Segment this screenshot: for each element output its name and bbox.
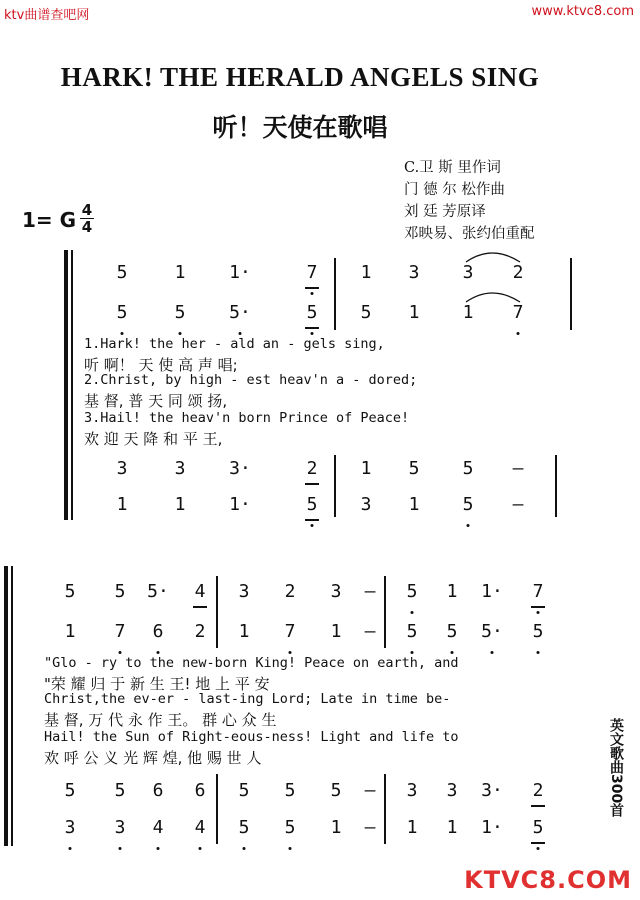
- sys1-alto-octave-dot: [121, 332, 124, 335]
- sys2-soprano-note: 5: [64, 581, 76, 602]
- sys1-bass-note: 5: [462, 494, 474, 515]
- system-1-brace: [64, 250, 68, 520]
- sys2-soprano-note: 3: [330, 581, 342, 602]
- sys2-bass-octave-dot: [157, 847, 160, 850]
- sys2-alto-note: 1: [238, 621, 250, 642]
- sys2-bass-note: 5: [284, 817, 296, 838]
- sys1-soprano-note: 2: [512, 262, 524, 283]
- sys2-bass-note: 3: [114, 817, 126, 838]
- sys1-bass-note: 1: [116, 494, 128, 515]
- sys1-soprano-underline: [305, 287, 319, 289]
- sys2-bass-octave-dot: [289, 847, 292, 850]
- sys2-tenor-note: –: [364, 780, 376, 801]
- sys1-alto-underline: [305, 327, 319, 329]
- sys1-alto-note: 5: [306, 302, 318, 323]
- sys2-soprano-octave-dot: [411, 611, 414, 614]
- sys2-alto-note: 5: [406, 621, 418, 642]
- sys1-alto-note: 7: [512, 302, 524, 323]
- sys2-alto-octave-dot: [119, 651, 122, 654]
- sys2-tenor-note: 5: [114, 780, 126, 801]
- sys2-bass-octave-dot: [69, 847, 72, 850]
- watermark-bottom-right: KTVC8.COM: [464, 866, 632, 894]
- sys1-bass-octave-dot: [311, 524, 314, 527]
- sys1-alto-octave-dot: [517, 332, 520, 335]
- sys2-alto-note: 5·: [481, 621, 503, 642]
- sys1-alto-note: 1: [408, 302, 420, 323]
- sys1-bass-note: 1: [174, 494, 186, 515]
- watermark-top-left: ktv曲谱查吧网: [4, 8, 90, 23]
- sys1-tenor-note: 1: [360, 458, 372, 479]
- sys1-tenor-note: 3: [174, 458, 186, 479]
- sys1-bass-note: 1·: [229, 494, 251, 515]
- lyric-english-line: Christ,the ev-er - last-ing Lord; Late in time be-: [44, 691, 451, 707]
- barline-lower: [216, 774, 218, 844]
- sys1-soprano-note: 3: [408, 262, 420, 283]
- sys1-bass-note: 1: [408, 494, 420, 515]
- sys1-alto-octave-dot: [311, 332, 314, 335]
- sys1-soprano-note: 1·: [229, 262, 251, 283]
- sys2-tenor-note: 5: [238, 780, 250, 801]
- sys2-soprano-underline: [193, 606, 207, 608]
- sys1-soprano-octave-dot: [311, 292, 314, 295]
- lyric-chinese-line: 基 督, 普 天 同 颂 扬,: [84, 392, 228, 410]
- sys2-bass-note: 5: [532, 817, 544, 838]
- sys1-tenor-note: 5: [408, 458, 420, 479]
- credit-composer: 门 德 尔 松作曲: [404, 182, 505, 198]
- sys2-bass-octave-dot: [243, 847, 246, 850]
- sys1-soprano-note: 1: [174, 262, 186, 283]
- sys1-tenor-note: –: [512, 458, 524, 479]
- sys2-alto-note: 7: [114, 621, 126, 642]
- sys2-alto-octave-dot: [157, 651, 160, 654]
- credit-lyricist: C.卫 斯 里作词: [404, 160, 501, 176]
- lyric-english-line: 3.Hail! the heav'n born Prince of Peace!: [84, 410, 410, 426]
- lyric-chinese-line: 欢 迎 天 降 和 平 王,: [84, 430, 223, 448]
- sys2-bass-note: 4: [152, 817, 164, 838]
- sys2-alto-note: 1: [330, 621, 342, 642]
- sys2-tenor-note: 6: [152, 780, 164, 801]
- lyric-chinese-line: 基 督, 万 代 永 作 王。 群 心 众 生: [44, 711, 277, 729]
- sys1-soprano-note: 7: [306, 262, 318, 283]
- time-signature-top: 4: [81, 201, 93, 219]
- sys2-alto-octave-dot: [537, 651, 540, 654]
- sys2-alto-octave-dot: [289, 651, 292, 654]
- sys1-bass-octave-dot: [467, 524, 470, 527]
- sys2-bass-note: 5: [238, 817, 250, 838]
- lyric-english-line: "Glo - ry to the new-born King! Peace on earth, and: [44, 655, 459, 671]
- sys1-soprano-note: 5: [116, 262, 128, 283]
- sys2-bass-underline: [531, 842, 545, 844]
- sys2-bass-note: –: [364, 817, 376, 838]
- sys2-soprano-note: 4: [194, 581, 206, 602]
- sys1-bass-note: 3: [360, 494, 372, 515]
- sys1-tenor-underline: [305, 483, 319, 485]
- lyric-chinese-line: 听 啊！ 天 使 高 声 唱;: [84, 356, 238, 374]
- slur: [466, 293, 520, 302]
- sys1-soprano-note: 1: [360, 262, 372, 283]
- sys1-alto-octave-dot: [179, 332, 182, 335]
- time-signature-bottom: 4: [81, 218, 93, 236]
- sys2-soprano-underline: [531, 606, 545, 608]
- sys2-tenor-underline: [531, 805, 545, 807]
- sys1-alto-note: 5: [116, 302, 128, 323]
- sys1-alto-note: 5·: [229, 302, 251, 323]
- sys2-bass-note: 1: [330, 817, 342, 838]
- sys2-alto-note: 2: [194, 621, 206, 642]
- barline-upper: [384, 576, 386, 648]
- sys2-alto-note: 7: [284, 621, 296, 642]
- system-2-brace: [4, 566, 8, 846]
- sys1-alto-note: 1: [462, 302, 474, 323]
- sys1-alto-note: 5: [360, 302, 372, 323]
- sys2-tenor-note: 5: [330, 780, 342, 801]
- sys2-soprano-note: –: [364, 581, 376, 602]
- title-english: HARK! THE HERALD ANGELS SING: [60, 62, 540, 92]
- sys2-bass-octave-dot: [537, 847, 540, 850]
- sys2-bass-note: 4: [194, 817, 206, 838]
- sys1-bass-underline: [305, 519, 319, 521]
- sys2-alto-note: 1: [64, 621, 76, 642]
- sys1-tenor-note: 2: [306, 458, 318, 479]
- lyric-english-line: Hail! the Sun of Right-eous-ness! Light and life to: [44, 729, 459, 745]
- sys2-tenor-note: 3: [446, 780, 458, 801]
- sys2-alto-octave-dot: [411, 651, 414, 654]
- lyric-english-line: 1.Hark! the her - ald an - gels sing,: [84, 336, 385, 352]
- side-label: 英文歌曲300首: [608, 718, 624, 818]
- time-signature: [80, 203, 94, 234]
- sys2-soprano-note: 5: [114, 581, 126, 602]
- sys1-tenor-note: 5: [462, 458, 474, 479]
- barline-upper: [334, 258, 336, 330]
- sys1-tenor-note: 3·: [229, 458, 251, 479]
- sys2-soprano-note: 5: [406, 581, 418, 602]
- system-1-left-barline: [71, 250, 73, 520]
- sys2-bass-note: 1: [446, 817, 458, 838]
- sys2-soprano-note: 1: [446, 581, 458, 602]
- barline-lower: [334, 455, 336, 517]
- key-signature: 1= G: [22, 208, 77, 232]
- sys2-bass-octave-dot: [199, 847, 202, 850]
- system-2-left-barline: [11, 566, 13, 846]
- sys2-bass-note: 1: [406, 817, 418, 838]
- sys2-bass-note: 1·: [481, 817, 503, 838]
- sys1-alto-note: 5: [174, 302, 186, 323]
- sys2-soprano-note: 2: [284, 581, 296, 602]
- sys2-alto-note: 5: [446, 621, 458, 642]
- barline-upper: [570, 258, 572, 330]
- credit-arranger: 邓映易、张约伯重配: [404, 226, 535, 242]
- sys2-tenor-note: 5: [64, 780, 76, 801]
- sys2-soprano-note: 3: [238, 581, 250, 602]
- sys2-alto-octave-dot: [451, 651, 454, 654]
- sys2-tenor-note: 3·: [481, 780, 503, 801]
- barline-lower: [555, 455, 557, 517]
- credit-translator: 刘 廷 芳原译: [404, 204, 486, 220]
- sys2-alto-note: 6: [152, 621, 164, 642]
- watermark-top-right: www.ktvc8.com: [531, 4, 634, 19]
- sys2-bass-octave-dot: [119, 847, 122, 850]
- sys1-bass-note: 5: [306, 494, 318, 515]
- sys2-alto-octave-dot: [491, 651, 494, 654]
- sys2-alto-note: –: [364, 621, 376, 642]
- sys2-bass-note: 3: [64, 817, 76, 838]
- sys1-tenor-note: 3: [116, 458, 128, 479]
- sys2-alto-note: 5: [532, 621, 544, 642]
- sys1-alto-octave-dot: [239, 332, 242, 335]
- title-chinese: 听！天使在歌唱: [212, 113, 388, 142]
- sys2-tenor-note: 3: [406, 780, 418, 801]
- sys2-soprano-note: 1·: [481, 581, 503, 602]
- sys2-soprano-note: 5·: [147, 581, 169, 602]
- sys1-soprano-note: 3: [462, 262, 474, 283]
- barline-lower: [384, 774, 386, 844]
- lyric-english-line: 2.Christ, by high - est heav'n a - dored;: [84, 372, 418, 388]
- sys2-tenor-note: 6: [194, 780, 206, 801]
- sys2-soprano-octave-dot: [537, 611, 540, 614]
- sys1-bass-note: –: [512, 494, 524, 515]
- slur: [466, 253, 520, 262]
- lyric-chinese-line: 欢 呼 公 义 光 辉 煌, 他 赐 世 人: [44, 749, 262, 767]
- barline-upper: [216, 576, 218, 648]
- sys2-tenor-note: 2: [532, 780, 544, 801]
- lyric-chinese-line: "荣 耀 归 于 新 生 王! 地 上 平 安: [44, 675, 270, 693]
- sys2-soprano-note: 7: [532, 581, 544, 602]
- sys2-tenor-note: 5: [284, 780, 296, 801]
